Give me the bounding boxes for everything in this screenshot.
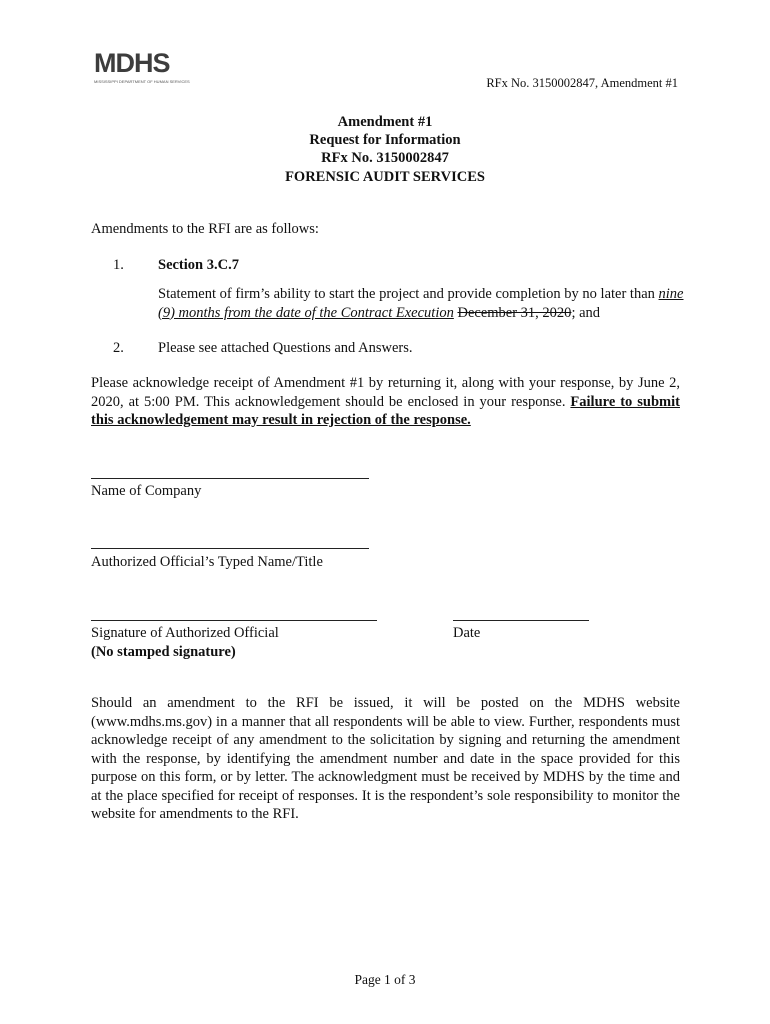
- document-title: [0, 113, 770, 186]
- item-1-body: [158, 285, 688, 322]
- mdhs-logo: [94, 48, 190, 86]
- official-name-label: Authorized Official’s Typed Name/Title: [91, 554, 323, 570]
- acknowledgement-warning: Failure to submit this acknowledgement may result in rejection of the response.: [91, 393, 680, 428]
- title-line-rfx: RFx No. 3150002847: [321, 150, 449, 167]
- page-number: Page 1 of 3: [354, 972, 416, 987]
- company-signature-line[interactable]: [91, 478, 369, 479]
- title-line-rfi: Request for Information: [309, 132, 461, 149]
- header-reference: RFx No. 3150002847, Amendment #1: [486, 76, 678, 90]
- closing-paragraph: Should an amendment to the RFI be issued, it will be posted on the MDHS website (www.mdhs.ms.gov) in a manner that all respondents will be able to view. Further, respondents must acknowledge receipt of any amendment to the solicitation by signing and returning the amendment with the response, by identifying the amendment number and date in the space provided for this purpose on this form, or by letter. The acknowledgment must be received by MDHS by the time and at the place specified for receipt of responses. It is the respondent’s sole responsibility to monitor the website for amendments to the RFI.: [91, 695, 680, 822]
- logo-subtitle: MISSISSIPPI DEPARTMENT OF HUMAN SERVICES: [94, 79, 190, 84]
- signature-label: Signature of Authorized Official: [91, 625, 279, 641]
- acknowledgement-paragraph: [91, 374, 680, 430]
- item-1-end: ; and: [571, 304, 601, 321]
- item-2-text: Please see attached Questions and Answers.: [158, 340, 413, 356]
- company-label: Name of Company: [91, 483, 202, 499]
- signature-line[interactable]: [91, 620, 377, 621]
- title-line-service: FORENSIC AUDIT SERVICES: [285, 168, 485, 185]
- item-1-struck-text: December 31, 2020: [457, 304, 572, 321]
- item-1-text: Statement of firm’s ability to start the project and provide completion by no later than: [158, 286, 655, 302]
- item-1-number: 1.: [113, 257, 124, 273]
- intro-text: Amendments to the RFI are as follows:: [91, 221, 319, 237]
- title-line-amendment: Amendment #1: [337, 114, 433, 130]
- date-label: Date: [453, 625, 481, 641]
- official-name-line[interactable]: [91, 548, 369, 549]
- acknowledgement-text: Please acknowledge receipt of Amendment #1 by returning it, along with your response, by June 2, 2020, at 5:00 PM. This acknowledgement should be enclosed in your response.: [91, 375, 680, 410]
- item-1-heading: Section 3.C.7: [158, 257, 239, 273]
- date-line[interactable]: [453, 620, 589, 621]
- signature-note: (No stamped signature): [91, 644, 236, 660]
- item-2-number: 2.: [113, 340, 124, 356]
- item-1-inserted-text: nine (9) months from the date of the Contract Execution: [158, 286, 684, 321]
- logo-wordmark: MDHS: [94, 48, 170, 78]
